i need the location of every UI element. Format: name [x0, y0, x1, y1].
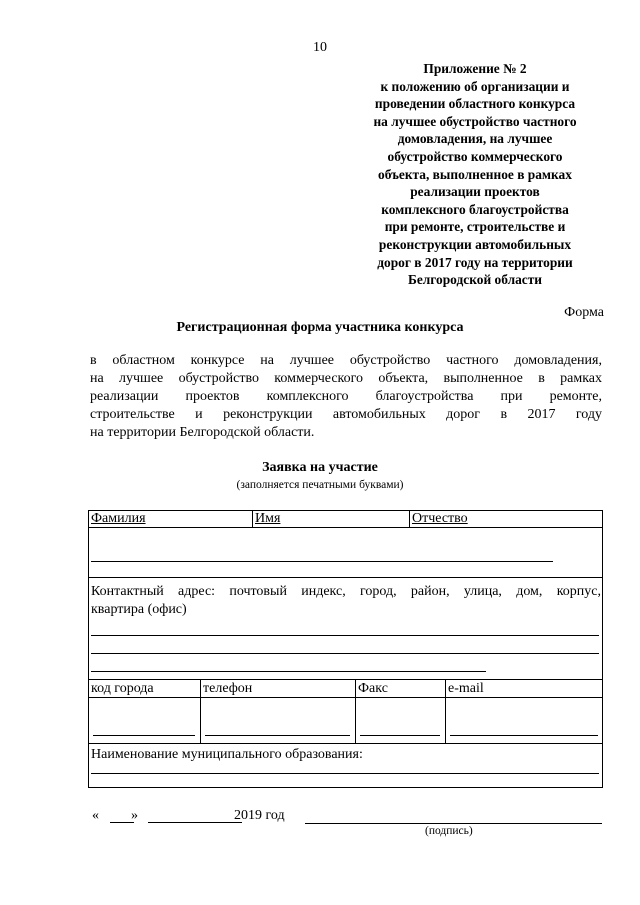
- row-divider: [89, 679, 602, 680]
- address-entry-line[interactable]: [91, 635, 599, 636]
- email-entry-line[interactable]: [450, 735, 598, 736]
- intro-line: в областном конкурсе на лучшее обустройство частного домовладения,: [90, 353, 602, 368]
- application-title: Заявка на участие: [262, 460, 378, 475]
- column-divider: [200, 679, 201, 743]
- appendix-line: комплексного благоустройства: [381, 201, 569, 217]
- day-entry-line[interactable]: [110, 822, 134, 823]
- appendix-line: к положению об организации и: [380, 78, 570, 94]
- municipality-label: Наименование муниципального образования:: [91, 747, 363, 762]
- intro-line: на территории Белгородской области.: [90, 425, 315, 440]
- area-code-entry-line[interactable]: [93, 735, 195, 736]
- row-divider: [89, 577, 602, 578]
- appendix-line: при ремонте, строительстве и: [384, 219, 566, 235]
- email-header: e-mail: [448, 681, 484, 696]
- name-entry-line[interactable]: [91, 561, 553, 562]
- phone-header: телефон: [203, 681, 253, 696]
- contact-address-label: [91, 583, 601, 619]
- application-table: [88, 510, 603, 788]
- appendix-line: на лучшее обустройство частного: [373, 113, 577, 129]
- appendix-line: реконструкции автомобильных: [378, 236, 572, 252]
- appendix-line: обустройство коммерческого: [387, 148, 563, 164]
- page-number: 10: [313, 40, 327, 55]
- column-divider: [252, 511, 253, 527]
- signature-label: (подпись): [425, 825, 473, 837]
- first-name-header: Имя: [255, 511, 281, 526]
- intro-paragraph: [90, 352, 602, 442]
- address-entry-line[interactable]: [91, 653, 599, 654]
- fax-entry-line[interactable]: [360, 735, 440, 736]
- signature-entry-line[interactable]: [305, 823, 602, 824]
- month-entry-line[interactable]: [148, 822, 242, 823]
- appendix-line: домовладения, на лучшее: [397, 131, 553, 147]
- appendix-heading: [340, 60, 610, 289]
- contact-line: квартира (офис): [91, 602, 187, 617]
- contact-line: Контактный адрес: почтовый индекс, город, район, улица, дом, корпус,: [91, 584, 601, 599]
- column-divider: [355, 679, 356, 743]
- appendix-line: проведении областного конкурса: [374, 96, 576, 112]
- form-label: Форма: [564, 305, 604, 320]
- column-divider: [445, 679, 446, 743]
- municipality-entry-line[interactable]: [91, 773, 599, 774]
- appendix-line: Белгородской области: [407, 272, 543, 288]
- row-divider: [89, 697, 602, 698]
- appendix-line: Приложение № 2: [423, 61, 527, 76]
- surname-header: Фамилия: [91, 511, 146, 526]
- fax-header: Факс: [358, 681, 388, 696]
- appendix-line: объекта, выполненное в рамках: [378, 166, 572, 182]
- appendix-line: реализации проектов: [410, 184, 540, 200]
- date-open-quote: «: [92, 808, 99, 823]
- intro-line: строительстве и реконструкции автомобильных дорог в 2017 году: [90, 407, 602, 422]
- phone-entry-line[interactable]: [205, 735, 350, 736]
- row-divider: [89, 743, 602, 744]
- year-text: 2019 год: [234, 808, 285, 823]
- area-code-header: код города: [91, 681, 154, 696]
- intro-line: на лучшее обустройство коммерческого объекта, выполненное в рамках: [90, 371, 602, 386]
- application-subtitle: (заполняется печатными буквами): [236, 479, 404, 491]
- column-divider: [409, 511, 410, 527]
- intro-line: реализации проектов комплексного благоустройства при ремонте,: [90, 389, 602, 404]
- patronymic-header: Отчество: [412, 511, 468, 526]
- appendix-line: дорог в 2017 году на территории: [377, 254, 573, 270]
- row-divider: [89, 527, 602, 528]
- address-entry-line[interactable]: [91, 671, 486, 672]
- registration-title: Регистрационная форма участника конкурса: [176, 320, 464, 335]
- date-close-quote: »: [131, 808, 138, 823]
